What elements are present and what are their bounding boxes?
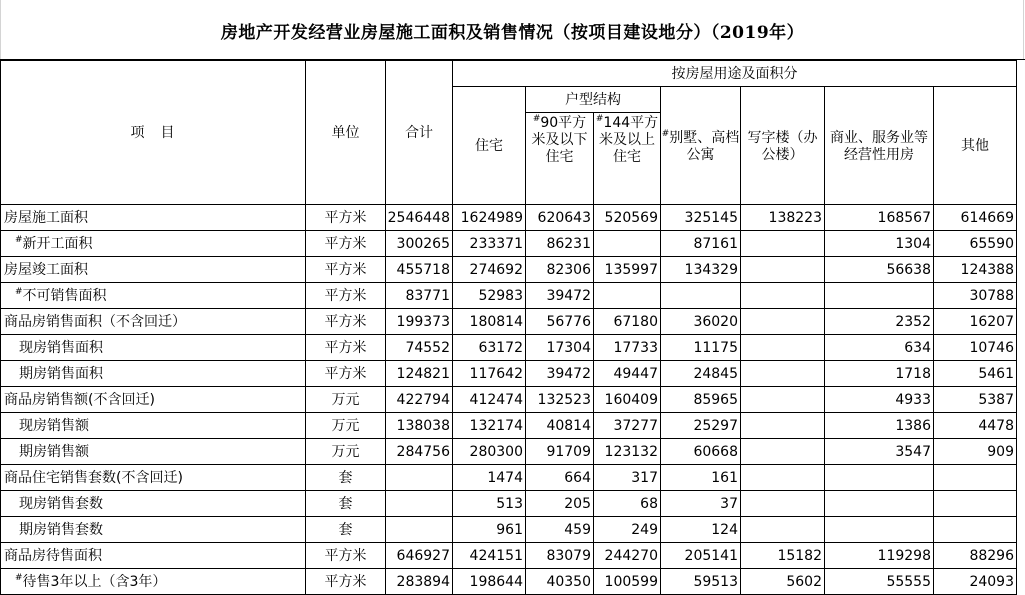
hash-mark: # bbox=[15, 286, 23, 297]
value-cell: 909 bbox=[934, 439, 1017, 465]
value-cell: 459 bbox=[526, 517, 594, 543]
value-cell bbox=[386, 517, 453, 543]
row-label bbox=[1, 491, 306, 517]
table-row bbox=[1, 543, 1017, 569]
value-cell: 424151 bbox=[453, 543, 526, 569]
table-row bbox=[1, 361, 1017, 387]
row-label bbox=[1, 361, 306, 387]
header-sub90-label: 90平方米及以下住宅 bbox=[531, 115, 588, 165]
value-cell: 4933 bbox=[825, 387, 934, 413]
row-unit: 平方米 bbox=[306, 205, 386, 231]
value-cell bbox=[934, 517, 1017, 543]
value-cell bbox=[825, 465, 934, 491]
row-unit: 平方米 bbox=[306, 361, 386, 387]
value-cell bbox=[934, 465, 1017, 491]
header-unit: 单位 bbox=[306, 61, 386, 205]
row-label-text: 期房销售额 bbox=[19, 443, 89, 460]
value-cell: 455718 bbox=[386, 257, 453, 283]
row-label-text: 不可销售面积 bbox=[22, 287, 107, 304]
value-cell: 10746 bbox=[934, 335, 1017, 361]
value-cell bbox=[825, 283, 934, 309]
value-cell bbox=[741, 231, 825, 257]
table-row bbox=[1, 205, 1017, 231]
header-other: 其他 bbox=[934, 87, 1017, 205]
value-cell bbox=[741, 413, 825, 439]
row-unit: 平方米 bbox=[306, 231, 386, 257]
value-cell: 520569 bbox=[594, 205, 661, 231]
row-label-text: 期房销售套数 bbox=[19, 521, 103, 538]
value-cell: 88296 bbox=[934, 543, 1017, 569]
header-sub144-label: 144平方米及以上住宅 bbox=[599, 115, 659, 165]
value-cell: 56776 bbox=[526, 309, 594, 335]
value-cell bbox=[386, 491, 453, 517]
row-label-text: 现房销售套数 bbox=[19, 495, 103, 512]
value-cell: 37277 bbox=[594, 413, 661, 439]
row-label bbox=[1, 465, 306, 491]
value-cell: 68 bbox=[594, 491, 661, 517]
table-row bbox=[1, 283, 1017, 309]
value-cell bbox=[741, 517, 825, 543]
value-cell: 244270 bbox=[594, 543, 661, 569]
row-label bbox=[1, 387, 306, 413]
row-label-text: 商品住宅销售套数(不含回迁) bbox=[4, 469, 183, 486]
header-total: 合计 bbox=[386, 61, 453, 205]
table-row bbox=[1, 231, 1017, 257]
value-cell bbox=[741, 439, 825, 465]
header-by-use: 按房屋用途及面积分 bbox=[453, 61, 1017, 87]
value-cell: 1718 bbox=[825, 361, 934, 387]
value-cell: 67180 bbox=[594, 309, 661, 335]
row-label-text: 现房销售额 bbox=[19, 417, 89, 434]
table-row bbox=[1, 439, 1017, 465]
value-cell: 1474 bbox=[453, 465, 526, 491]
value-cell bbox=[594, 283, 661, 309]
row-unit: 套 bbox=[306, 491, 386, 517]
value-cell: 1304 bbox=[825, 231, 934, 257]
hash-mark: # bbox=[15, 234, 23, 245]
value-cell: 280300 bbox=[453, 439, 526, 465]
hash-mark: # bbox=[595, 114, 604, 124]
value-cell: 5387 bbox=[934, 387, 1017, 413]
row-label-text: 待售3年以上（含3年） bbox=[22, 573, 167, 590]
value-cell bbox=[741, 491, 825, 517]
value-cell: 85965 bbox=[661, 387, 741, 413]
value-cell: 83771 bbox=[386, 283, 453, 309]
row-unit: 平方米 bbox=[306, 283, 386, 309]
value-cell: 274692 bbox=[453, 257, 526, 283]
table-row bbox=[1, 413, 1017, 439]
row-label bbox=[1, 335, 306, 361]
value-cell: 24093 bbox=[934, 569, 1017, 595]
value-cell: 422794 bbox=[386, 387, 453, 413]
value-cell: 138223 bbox=[741, 205, 825, 231]
value-cell: 5602 bbox=[741, 569, 825, 595]
table-row bbox=[1, 387, 1017, 413]
table-row bbox=[1, 491, 1017, 517]
table-row bbox=[1, 517, 1017, 543]
value-cell bbox=[825, 517, 934, 543]
value-cell bbox=[741, 387, 825, 413]
value-cell: 2352 bbox=[825, 309, 934, 335]
value-cell: 30788 bbox=[934, 283, 1017, 309]
value-cell: 132523 bbox=[526, 387, 594, 413]
header-row bbox=[1, 61, 1017, 87]
header-sub90 bbox=[526, 113, 594, 205]
value-cell: 199373 bbox=[386, 309, 453, 335]
row-label bbox=[1, 283, 306, 309]
value-cell: 74552 bbox=[386, 335, 453, 361]
value-cell: 24845 bbox=[661, 361, 741, 387]
value-cell: 198644 bbox=[453, 569, 526, 595]
row-unit: 平方米 bbox=[306, 569, 386, 595]
value-cell: 87161 bbox=[661, 231, 741, 257]
value-cell: 86231 bbox=[526, 231, 594, 257]
value-cell: 91709 bbox=[526, 439, 594, 465]
row-label-text: 商品房销售额(不含回迁) bbox=[4, 391, 155, 408]
value-cell: 317 bbox=[594, 465, 661, 491]
value-cell: 124 bbox=[661, 517, 741, 543]
row-label bbox=[1, 413, 306, 439]
row-unit: 套 bbox=[306, 465, 386, 491]
row-label-text: 期房销售面积 bbox=[19, 365, 103, 382]
row-label bbox=[1, 257, 306, 283]
row-label-text: 商品房待售面积 bbox=[4, 547, 102, 564]
value-cell: 2546448 bbox=[386, 205, 453, 231]
value-cell: 664 bbox=[526, 465, 594, 491]
value-cell: 205141 bbox=[661, 543, 741, 569]
value-cell: 205 bbox=[526, 491, 594, 517]
value-cell: 36020 bbox=[661, 309, 741, 335]
value-cell bbox=[741, 283, 825, 309]
value-cell: 283894 bbox=[386, 569, 453, 595]
header-unit-structure: 户型结构 bbox=[526, 87, 661, 113]
header-commercial: 商业、服务业等经营性用房 bbox=[825, 87, 934, 205]
value-cell: 646927 bbox=[386, 543, 453, 569]
value-cell: 161 bbox=[661, 465, 741, 491]
table-title: 房地产开发经营业房屋施工面积及销售情况（按项目建设地分）（2019年） bbox=[220, 23, 805, 43]
value-cell: 249 bbox=[594, 517, 661, 543]
row-label-text: 现房销售面积 bbox=[19, 339, 103, 356]
value-cell: 325145 bbox=[661, 205, 741, 231]
value-cell: 1624989 bbox=[453, 205, 526, 231]
value-cell: 135997 bbox=[594, 257, 661, 283]
value-cell bbox=[741, 335, 825, 361]
value-cell: 1386 bbox=[825, 413, 934, 439]
row-label bbox=[1, 517, 306, 543]
header-villa-label: 别墅、高档公寓 bbox=[669, 129, 740, 163]
value-cell: 119298 bbox=[825, 543, 934, 569]
hash-mark: # bbox=[532, 114, 541, 124]
value-cell: 961 bbox=[453, 517, 526, 543]
value-cell: 40350 bbox=[526, 569, 594, 595]
value-cell: 412474 bbox=[453, 387, 526, 413]
row-label bbox=[1, 569, 306, 595]
value-cell: 59513 bbox=[661, 569, 741, 595]
value-cell bbox=[741, 257, 825, 283]
row-label-text: 商品房销售面积（不含回迁） bbox=[4, 313, 186, 330]
value-cell: 132174 bbox=[453, 413, 526, 439]
value-cell: 17304 bbox=[526, 335, 594, 361]
value-cell: 52983 bbox=[453, 283, 526, 309]
value-cell: 123132 bbox=[594, 439, 661, 465]
hash-mark: # bbox=[661, 128, 670, 139]
row-unit: 平方米 bbox=[306, 543, 386, 569]
row-unit: 万元 bbox=[306, 387, 386, 413]
row-unit: 平方米 bbox=[306, 257, 386, 283]
value-cell: 124821 bbox=[386, 361, 453, 387]
value-cell: 63172 bbox=[453, 335, 526, 361]
table-row bbox=[1, 309, 1017, 335]
table-row bbox=[1, 569, 1017, 595]
table-row bbox=[1, 257, 1017, 283]
value-cell: 233371 bbox=[453, 231, 526, 257]
value-cell: 25297 bbox=[661, 413, 741, 439]
row-label-text: 新开工面积 bbox=[22, 235, 93, 252]
value-cell bbox=[741, 361, 825, 387]
value-cell: 65590 bbox=[934, 231, 1017, 257]
value-cell: 39472 bbox=[526, 283, 594, 309]
row-label bbox=[1, 309, 306, 335]
value-cell bbox=[825, 491, 934, 517]
value-cell: 117642 bbox=[453, 361, 526, 387]
value-cell: 4478 bbox=[934, 413, 1017, 439]
value-cell: 39472 bbox=[526, 361, 594, 387]
hash-mark: # bbox=[15, 572, 23, 583]
value-cell: 17733 bbox=[594, 335, 661, 361]
row-unit: 平方米 bbox=[306, 335, 386, 361]
header-villa bbox=[661, 87, 741, 205]
row-unit: 万元 bbox=[306, 439, 386, 465]
data-table bbox=[0, 60, 1017, 595]
row-label-text: 房屋施工面积 bbox=[4, 209, 88, 226]
value-cell bbox=[386, 465, 453, 491]
value-cell: 284756 bbox=[386, 439, 453, 465]
value-cell: 124388 bbox=[934, 257, 1017, 283]
value-cell: 300265 bbox=[386, 231, 453, 257]
value-cell: 134329 bbox=[661, 257, 741, 283]
row-label bbox=[1, 543, 306, 569]
value-cell: 16207 bbox=[934, 309, 1017, 335]
value-cell bbox=[934, 491, 1017, 517]
value-cell: 100599 bbox=[594, 569, 661, 595]
row-label bbox=[1, 231, 306, 257]
value-cell bbox=[741, 465, 825, 491]
table-row bbox=[1, 465, 1017, 491]
row-label-text: 房屋竣工面积 bbox=[4, 261, 88, 278]
value-cell: 56638 bbox=[825, 257, 934, 283]
value-cell: 37 bbox=[661, 491, 741, 517]
table-title-row bbox=[0, 0, 1025, 60]
value-cell: 3547 bbox=[825, 439, 934, 465]
value-cell bbox=[661, 283, 741, 309]
value-cell: 83079 bbox=[526, 543, 594, 569]
value-cell bbox=[741, 309, 825, 335]
row-label bbox=[1, 439, 306, 465]
table-row bbox=[1, 335, 1017, 361]
value-cell: 168567 bbox=[825, 205, 934, 231]
value-cell: 11175 bbox=[661, 335, 741, 361]
value-cell: 55555 bbox=[825, 569, 934, 595]
value-cell: 138038 bbox=[386, 413, 453, 439]
value-cell: 180814 bbox=[453, 309, 526, 335]
header-residential: 住宅 bbox=[453, 87, 526, 205]
value-cell: 634 bbox=[825, 335, 934, 361]
value-cell: 15182 bbox=[741, 543, 825, 569]
value-cell: 513 bbox=[453, 491, 526, 517]
header-sub144 bbox=[594, 113, 661, 205]
row-label bbox=[1, 205, 306, 231]
row-unit: 平方米 bbox=[306, 309, 386, 335]
value-cell: 40814 bbox=[526, 413, 594, 439]
header-item: 项 目 bbox=[1, 61, 306, 205]
value-cell: 49447 bbox=[594, 361, 661, 387]
value-cell: 82306 bbox=[526, 257, 594, 283]
value-cell: 620643 bbox=[526, 205, 594, 231]
value-cell bbox=[594, 231, 661, 257]
header-office: 写字楼（办公楼） bbox=[741, 87, 825, 205]
value-cell: 160409 bbox=[594, 387, 661, 413]
value-cell: 614669 bbox=[934, 205, 1017, 231]
value-cell: 60668 bbox=[661, 439, 741, 465]
row-unit: 套 bbox=[306, 517, 386, 543]
row-unit: 万元 bbox=[306, 413, 386, 439]
value-cell: 5461 bbox=[934, 361, 1017, 387]
